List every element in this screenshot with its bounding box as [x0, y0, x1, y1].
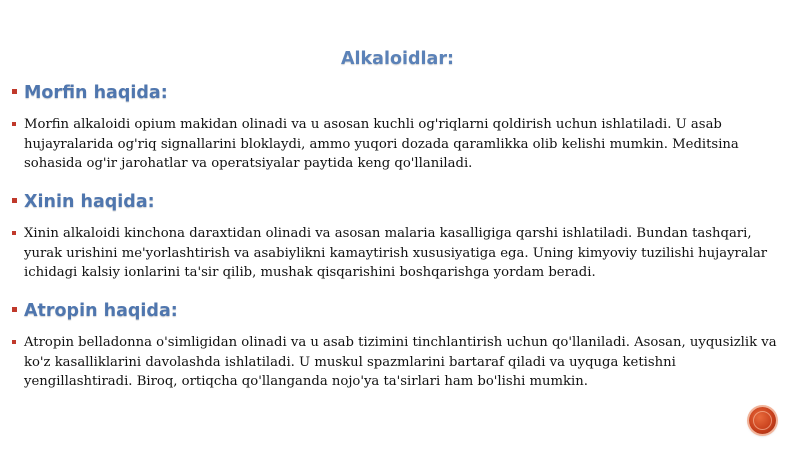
section-heading-label: Atropin haqida: — [24, 301, 178, 321]
bullet-icon — [12, 231, 16, 235]
slide-title: Alkaloidlar: — [341, 49, 454, 69]
section-heading-atropin — [12, 298, 178, 324]
section-paragraph-morfin — [12, 115, 782, 174]
section-paragraph-xinin — [12, 224, 782, 283]
section-heading-label: Morfin haqida: — [24, 83, 168, 103]
paragraph-text: Xinin alkaloidi kinchona daraxtidan olinadi va asosan malaria kasalligiga qarshi ishlatiladi. Bundan tashqari, yurak urishini me'yorlashtirish va asabiylikni kamaytirish xususiyatiga ega. Uning kimyoviy tuzilishi hujayralar ichidagi kalsiy ionlarini ta'sir qilib, mushak qisqarishini boshqarishga yordam beradi. — [24, 226, 768, 280]
section-paragraph-atropin — [12, 333, 782, 392]
section-heading-xinin — [12, 189, 155, 215]
circle-nav-icon-ring — [753, 411, 772, 430]
bullet-icon — [12, 198, 17, 203]
circle-nav-icon[interactable] — [749, 407, 776, 434]
paragraph-text: Morfin alkaloidi opium makidan olinadi va u asosan kuchli og'riqlarni qoldirish uchun ishlatiladi. U asab hujayralarida og'riq signallarini bloklaydi, ammo yuqori dozada qaramlikka olib kelishi mumkin. Meditsina sohasida og'ir jarohatlar va operatsiyalar paytida keng qo'llaniladi. — [24, 117, 739, 171]
bullet-icon — [12, 89, 17, 94]
bullet-icon — [12, 122, 16, 126]
paragraph-text: Atropin belladonna o'simligidan olinadi va u asab tizimini tinchlantirish uchun qo'llaniladi. Asosan, uyqusizlik va ko'z kasalliklarini davolashda ishlatiladi. U muskul spazmlarini bartaraf qiladi va uyquga ketishni yengillashtiradi. Biroq, ortiqcha qo'llanganda nojo'ya ta'sirlari ham bo'lishi mumkin. — [24, 335, 777, 389]
bullet-icon — [12, 307, 17, 312]
section-heading-label: Xinin haqida: — [24, 192, 155, 212]
bullet-icon — [12, 340, 16, 344]
section-heading-morfin — [12, 80, 168, 106]
